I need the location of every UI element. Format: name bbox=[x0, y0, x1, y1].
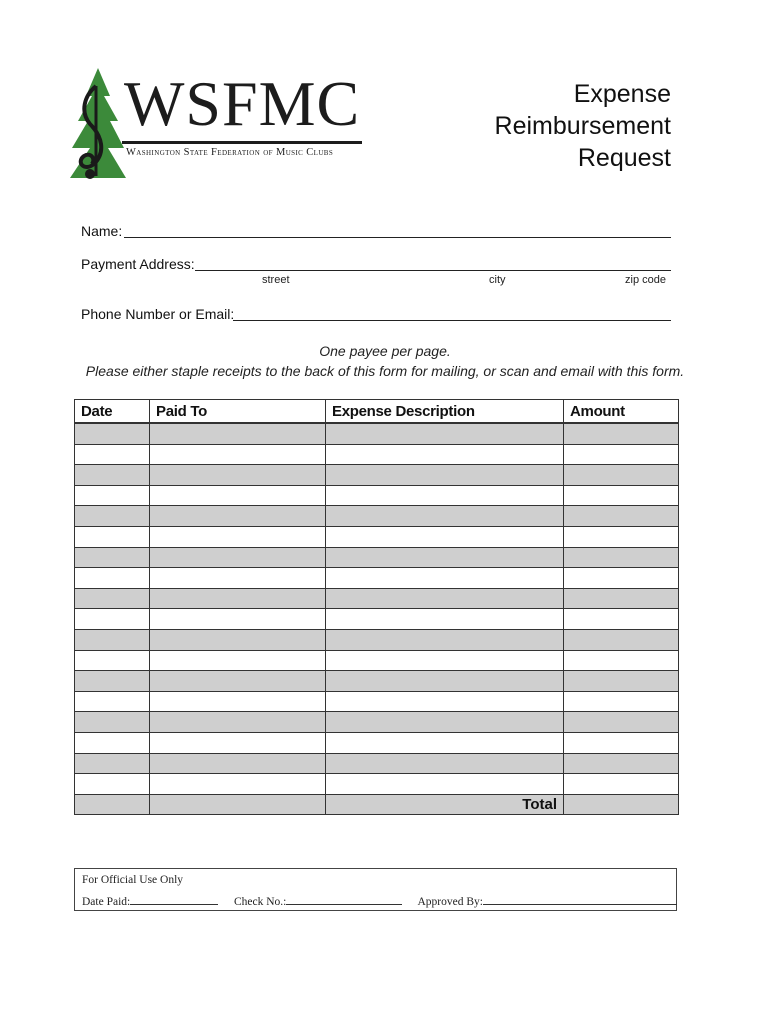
date-cell[interactable] bbox=[75, 712, 150, 733]
total-date-cell bbox=[75, 794, 150, 815]
expense-description-cell[interactable] bbox=[326, 485, 564, 506]
date-cell[interactable] bbox=[75, 526, 150, 547]
table-row bbox=[75, 732, 679, 753]
form-title bbox=[495, 78, 671, 174]
amount-cell[interactable] bbox=[564, 568, 679, 589]
amount-cell[interactable] bbox=[564, 547, 679, 568]
table-row bbox=[75, 506, 679, 527]
expense-description-cell[interactable] bbox=[326, 526, 564, 547]
title-line-3: Request bbox=[577, 144, 671, 172]
expense-description-cell[interactable] bbox=[326, 753, 564, 774]
paid-to-cell[interactable] bbox=[150, 671, 326, 692]
table-row bbox=[75, 691, 679, 712]
amount-cell[interactable] bbox=[564, 671, 679, 692]
paid-to-cell[interactable] bbox=[150, 691, 326, 712]
paid-to-cell[interactable] bbox=[150, 506, 326, 527]
table-row bbox=[75, 753, 679, 774]
paid-to-cell[interactable] bbox=[150, 712, 326, 733]
table-row bbox=[75, 526, 679, 547]
amount-cell[interactable] bbox=[564, 691, 679, 712]
header-paid-to: Paid To bbox=[150, 400, 326, 424]
table-row bbox=[75, 423, 679, 444]
date-cell[interactable] bbox=[75, 732, 150, 753]
name-field[interactable] bbox=[124, 237, 671, 238]
tree-treble-clef-icon bbox=[66, 66, 130, 186]
expense-description-cell[interactable] bbox=[326, 650, 564, 671]
header-date: Date bbox=[75, 400, 150, 424]
table-header-row bbox=[75, 400, 679, 424]
expense-description-cell[interactable] bbox=[326, 547, 564, 568]
expense-description-cell[interactable] bbox=[326, 609, 564, 630]
table-row bbox=[75, 774, 679, 795]
date-cell[interactable] bbox=[75, 650, 150, 671]
date-paid-field[interactable] bbox=[130, 893, 218, 905]
table-row bbox=[75, 588, 679, 609]
amount-cell[interactable] bbox=[564, 712, 679, 733]
expense-description-cell[interactable] bbox=[326, 588, 564, 609]
official-use-box bbox=[74, 868, 677, 911]
date-cell[interactable] bbox=[75, 588, 150, 609]
date-cell[interactable] bbox=[75, 485, 150, 506]
expense-rows bbox=[75, 423, 679, 794]
table-row bbox=[75, 629, 679, 650]
zip-sublabel: zip code bbox=[625, 274, 666, 286]
paid-to-cell[interactable] bbox=[150, 485, 326, 506]
paid-to-cell[interactable] bbox=[150, 444, 326, 465]
amount-cell[interactable] bbox=[564, 753, 679, 774]
expense-description-cell[interactable] bbox=[326, 671, 564, 692]
paid-to-cell[interactable] bbox=[150, 774, 326, 795]
table-row bbox=[75, 444, 679, 465]
official-use-fields bbox=[82, 893, 677, 908]
amount-cell[interactable] bbox=[564, 732, 679, 753]
date-cell[interactable] bbox=[75, 444, 150, 465]
check-number-field[interactable] bbox=[286, 893, 402, 905]
date-cell[interactable] bbox=[75, 465, 150, 486]
date-cell[interactable] bbox=[75, 506, 150, 527]
payee-note: One payee per page. bbox=[319, 343, 451, 359]
paid-to-cell[interactable] bbox=[150, 732, 326, 753]
paid-to-cell[interactable] bbox=[150, 753, 326, 774]
expense-description-cell[interactable] bbox=[326, 629, 564, 650]
street-sublabel: street bbox=[262, 274, 290, 286]
approved-by-label: Approved By: bbox=[417, 896, 483, 908]
paid-to-cell[interactable] bbox=[150, 650, 326, 671]
date-cell[interactable] bbox=[75, 423, 150, 444]
total-label: Total bbox=[326, 794, 564, 815]
payment-address-field[interactable] bbox=[195, 270, 671, 271]
table-row bbox=[75, 650, 679, 671]
contact-field[interactable] bbox=[233, 320, 671, 321]
paid-to-cell[interactable] bbox=[150, 629, 326, 650]
title-line-2: Reimbursement bbox=[494, 112, 671, 140]
amount-cell[interactable] bbox=[564, 650, 679, 671]
amount-cell[interactable] bbox=[564, 506, 679, 527]
amount-cell[interactable] bbox=[564, 774, 679, 795]
table-row bbox=[75, 671, 679, 692]
total-amount-cell[interactable] bbox=[564, 794, 679, 815]
logo-tagline: Washington State Federation of Music Clubs bbox=[126, 147, 334, 158]
amount-cell[interactable] bbox=[564, 465, 679, 486]
check-number-label: Check No.: bbox=[233, 896, 287, 908]
logo-wordmark: WSFMC bbox=[124, 68, 361, 139]
date-cell[interactable] bbox=[75, 753, 150, 774]
header-amount: Amount bbox=[564, 400, 679, 424]
title-line-1: Expense bbox=[573, 80, 671, 108]
name-label: Name: bbox=[81, 223, 123, 239]
expense-description-cell[interactable] bbox=[326, 568, 564, 589]
table-row bbox=[75, 568, 679, 589]
paid-to-cell[interactable] bbox=[150, 423, 326, 444]
amount-cell[interactable] bbox=[564, 629, 679, 650]
table-row bbox=[75, 547, 679, 568]
approved-by-field[interactable] bbox=[483, 893, 677, 905]
paid-to-cell[interactable] bbox=[150, 465, 326, 486]
receipts-note: Please either staple receipts to the back of this form for mailing, or scan and email with this form. bbox=[85, 363, 685, 379]
date-cell[interactable] bbox=[75, 629, 150, 650]
amount-cell[interactable] bbox=[564, 444, 679, 465]
header-expense-description: Expense Description bbox=[326, 400, 564, 424]
date-cell[interactable] bbox=[75, 568, 150, 589]
expense-description-cell[interactable] bbox=[326, 465, 564, 486]
official-use-header: For Official Use Only bbox=[82, 874, 184, 886]
paid-to-cell[interactable] bbox=[150, 609, 326, 630]
date-cell[interactable] bbox=[75, 671, 150, 692]
amount-cell[interactable] bbox=[564, 423, 679, 444]
amount-cell[interactable] bbox=[564, 526, 679, 547]
logo-divider bbox=[122, 141, 362, 144]
city-sublabel: city bbox=[489, 274, 506, 286]
expense-description-cell[interactable] bbox=[326, 691, 564, 712]
expense-description-cell[interactable] bbox=[326, 712, 564, 733]
paid-to-cell[interactable] bbox=[150, 526, 326, 547]
total-paid-to-cell bbox=[150, 794, 326, 815]
total-row bbox=[75, 794, 679, 815]
expense-description-cell[interactable] bbox=[326, 506, 564, 527]
date-cell[interactable] bbox=[75, 691, 150, 712]
table-row bbox=[75, 609, 679, 630]
paid-to-cell[interactable] bbox=[150, 547, 326, 568]
date-cell[interactable] bbox=[75, 609, 150, 630]
paid-to-cell[interactable] bbox=[150, 568, 326, 589]
contact-label: Phone Number or Email: bbox=[81, 306, 235, 322]
table-row bbox=[75, 712, 679, 733]
table-row bbox=[75, 485, 679, 506]
amount-cell[interactable] bbox=[564, 588, 679, 609]
amount-cell[interactable] bbox=[564, 609, 679, 630]
expense-description-cell[interactable] bbox=[326, 774, 564, 795]
date-cell[interactable] bbox=[75, 547, 150, 568]
table-row bbox=[75, 465, 679, 486]
payment-address-label: Payment Address: bbox=[81, 256, 195, 272]
expense-table bbox=[74, 399, 679, 815]
expense-description-cell[interactable] bbox=[326, 423, 564, 444]
date-paid-label: Date Paid: bbox=[82, 896, 131, 908]
amount-cell[interactable] bbox=[564, 485, 679, 506]
paid-to-cell[interactable] bbox=[150, 588, 326, 609]
expense-description-cell[interactable] bbox=[326, 444, 564, 465]
date-cell[interactable] bbox=[75, 774, 150, 795]
wsfmc-logo bbox=[66, 66, 366, 186]
expense-description-cell[interactable] bbox=[326, 732, 564, 753]
